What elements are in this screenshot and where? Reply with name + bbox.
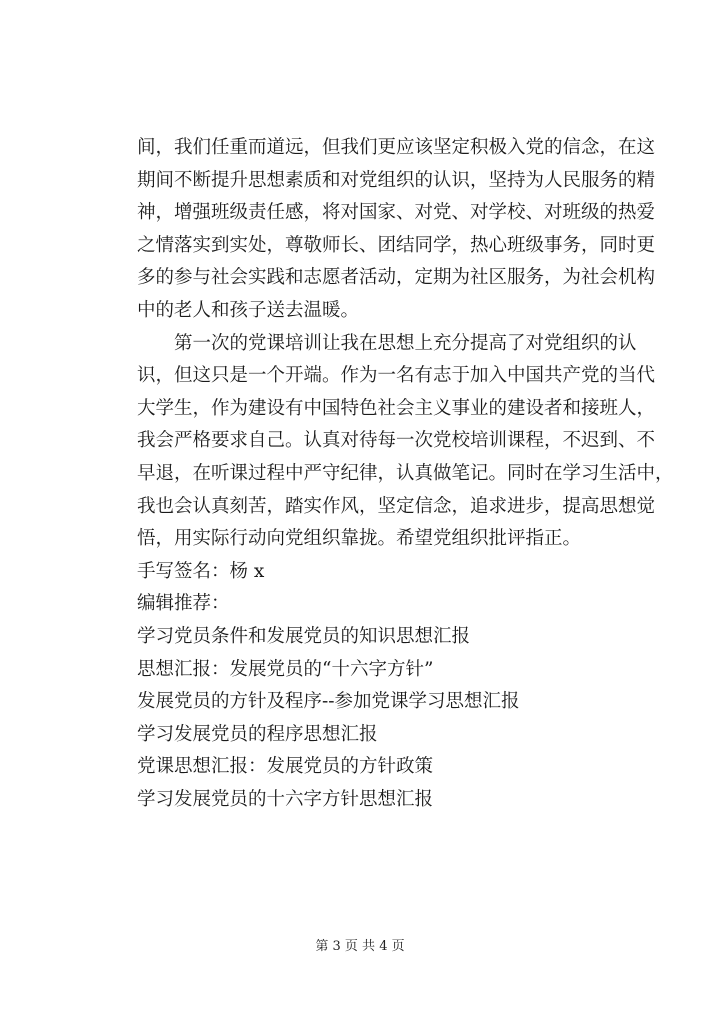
- paragraph-2: [137, 328, 674, 556]
- paragraph-line: 大学生，作为建设有中国特色社会主义事业的建设者和接班人，: [137, 397, 656, 419]
- paragraph-line: 我会严格要求自己。认真对待每一次党校培训课程，不迟到、不: [137, 430, 656, 452]
- recommendation-link[interactable]: 发展党员的方针及程序--参加党课学习思想汇报: [137, 691, 520, 713]
- paragraph-line: 识，但这只是一个开端。作为一名有志于加入中国共产党的当代: [137, 365, 656, 387]
- paragraph-line: 第一次的党课培训让我在思想上充分提高了对党组织的认: [174, 332, 637, 354]
- editor-recommend-heading: 编辑推荐：: [137, 593, 230, 615]
- paragraph-1: [137, 132, 656, 328]
- paragraph-line: 悟，用实际行动向党组织靠拢。希望党组织批评指正。: [137, 528, 582, 550]
- recommendation-link[interactable]: 学习发展党员的十六字方针思想汇报: [137, 788, 434, 810]
- paragraph-line: 多的参与社会实践和志愿者活动，定期为社区服务，为社会机构: [137, 267, 656, 289]
- paragraph-line: 间，我们任重而道远，但我们更应该坚定积极入党的信念，在这: [137, 137, 656, 158]
- document-body: [137, 132, 674, 816]
- paragraph-line: 神，增强班级责任感，将对国家、对党、对学校、对班级的热爱: [137, 202, 656, 224]
- signature-line: 手写签名：杨 x: [137, 560, 265, 582]
- paragraph-line: 我也会认真刻苦，踏实作风，坚定信念，追求进步，提高思想觉: [137, 495, 656, 517]
- recommendation-list: [137, 621, 603, 817]
- page-number-footer: 第 3 页 共 4 页: [315, 939, 405, 954]
- paragraph-line: 早退，在听课过程中严守纪律，认真做笔记。同时在学习生活中，: [137, 462, 674, 484]
- paragraph-line: 之情落实到实处，尊敬师长、团结同学，热心班级事务，同时更: [137, 234, 656, 256]
- recommendation-link[interactable]: 学习党员条件和发展党员的知识思想汇报: [137, 625, 471, 647]
- recommendation-link[interactable]: 思想汇报：发展党员的“十六字方针”: [137, 658, 434, 680]
- paragraph-line: 期间不断提升思想素质和对党组织的认识，坚持为人民服务的精: [137, 169, 656, 191]
- recommendation-link[interactable]: 党课思想汇报：发展党员的方针政策: [137, 756, 434, 778]
- paragraph-line: 中的老人和孩子送去温暖。: [137, 299, 360, 321]
- recommendation-link[interactable]: 学习发展党员的程序思想汇报: [137, 723, 378, 745]
